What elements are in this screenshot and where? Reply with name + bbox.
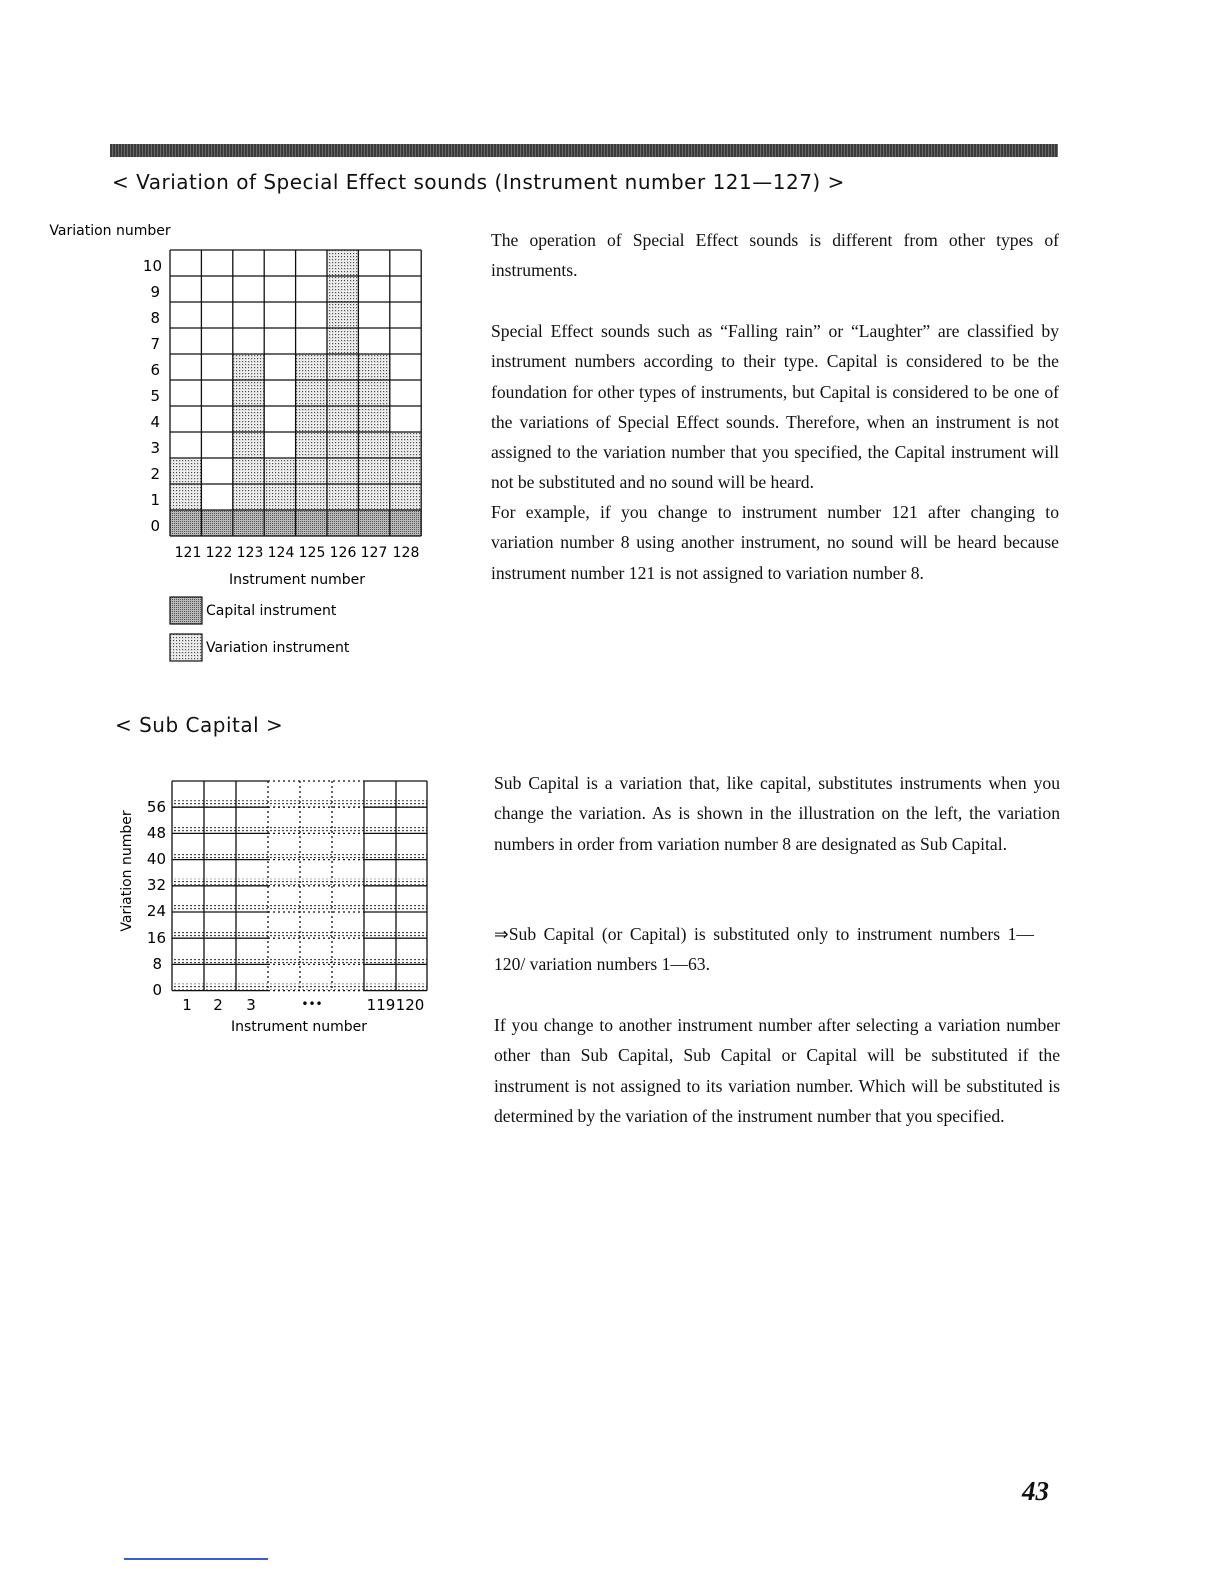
- variation-cell: [390, 432, 421, 458]
- capital-cell: [358, 510, 389, 536]
- section1-heading: < Variation of Special Effect sounds (Instrument number 121—127) >: [112, 170, 845, 194]
- y-tick: 56: [146, 798, 166, 816]
- section2-paragraph-1: Sub Capital is a variation that, like capital, substitutes instruments when you change the variation. As is shown in the illustration on the left, the variation numbers in order from variation number 8 are designated as Sub Capital.: [494, 773, 1060, 854]
- variation-cell: [264, 458, 295, 484]
- section2-paragraph-2: ⇒Sub Capital (or Capital) is substituted only to instrument numbers 1—120/ variation numbers 1—63.: [494, 924, 1034, 975]
- y-tick: 9: [150, 283, 160, 301]
- variation-cell: [358, 458, 389, 484]
- legend-capital-label: Capital instrument: [206, 603, 337, 619]
- variation-cell: [327, 328, 358, 354]
- y-tick: 48: [146, 824, 166, 842]
- section2-heading: < Sub Capital >: [115, 713, 284, 737]
- x-tick: 120: [395, 996, 425, 1014]
- capital-cell: [264, 510, 295, 536]
- footer-rule: [124, 1558, 268, 1560]
- y-tick: 8: [152, 955, 162, 973]
- y-axis-label: Variation number: [49, 223, 171, 239]
- x-tick: 119: [366, 996, 396, 1014]
- capital-cell: [233, 510, 264, 536]
- y-tick: 32: [146, 876, 166, 894]
- x-tick: 122: [205, 545, 233, 561]
- variation-cell: [358, 354, 389, 380]
- y-tick: 1: [150, 491, 160, 509]
- variation-cell: [358, 484, 389, 510]
- x-tick: 2: [213, 996, 223, 1014]
- y-tick: 4: [150, 413, 160, 431]
- variation-cell: [296, 354, 327, 380]
- legend-variation-label: Variation instrument: [206, 640, 350, 656]
- y-tick: 8: [150, 309, 160, 327]
- x-tick: •••: [301, 997, 323, 1011]
- variation-cell: [358, 406, 389, 432]
- variation-cell: [233, 484, 264, 510]
- variation-cell: [296, 432, 327, 458]
- variation-cell: [296, 380, 327, 406]
- capital-cell: [296, 510, 327, 536]
- section1-paragraph-2: Special Effect sounds such as “Falling rain” or “Laughter” are classified by instrument numbers according to their type. Capital is considered to be the foundation for other types of instruments, but Capital is considered to be one of the variations of Special Effect sounds. Therefore, when an instrument is not assigned to the variation number that you specified, the Capital instrument will not be substituted and no sound will be heard.: [491, 321, 1059, 493]
- x-tick: 124: [267, 545, 295, 561]
- variation-cell: [327, 250, 358, 276]
- x-axis-label: Instrument number: [230, 1019, 368, 1035]
- y-tick: 10: [142, 257, 162, 275]
- y-tick: 24: [146, 902, 166, 920]
- variation-cell: [390, 458, 421, 484]
- variation-cell: [327, 432, 358, 458]
- x-tick: 125: [298, 545, 326, 561]
- header-rule: [110, 144, 1058, 157]
- x-tick: 128: [392, 545, 420, 561]
- x-axis-label: Instrument number: [228, 572, 366, 588]
- capital-cell: [170, 510, 201, 536]
- variation-cell: [327, 380, 358, 406]
- y-tick: 5: [150, 387, 160, 405]
- x-tick: 123: [236, 545, 264, 561]
- x-tick: 127: [360, 545, 388, 561]
- y-tick: 2: [150, 465, 160, 483]
- section1-paragraph-1: The operation of Special Effect sounds is different from other types of instruments.: [491, 230, 1059, 281]
- variation-cell: [327, 406, 358, 432]
- y-tick: 0: [152, 981, 162, 999]
- variation-cell: [233, 458, 264, 484]
- legend-capital-swatch: [170, 597, 202, 624]
- variation-cell: [170, 458, 201, 484]
- legend-variation-swatch: [170, 634, 202, 661]
- variation-cell: [327, 276, 358, 302]
- capital-cell: [390, 510, 421, 536]
- variation-cell: [296, 406, 327, 432]
- variation-cell: [296, 458, 327, 484]
- y-tick: 7: [150, 335, 160, 353]
- variation-cell: [170, 484, 201, 510]
- y-tick: 6: [150, 361, 160, 379]
- variation-cell: [264, 484, 295, 510]
- sub-capital-chart: [110, 770, 440, 1040]
- special-effect-variation-chart: [49, 223, 440, 670]
- variation-cell: [296, 484, 327, 510]
- y-tick: 40: [146, 850, 166, 868]
- y-axis-label: Variation number: [119, 810, 135, 932]
- variation-cell: [233, 406, 264, 432]
- y-tick: 0: [150, 517, 160, 535]
- variation-cell: [358, 380, 389, 406]
- x-tick: 121: [174, 545, 202, 561]
- variation-cell: [358, 432, 389, 458]
- x-tick: 1: [182, 996, 192, 1014]
- section2-paragraph-3: If you change to another instrument number after selecting a variation number other than Sub Capital, Sub Capital or Capital will be substituted if the instrument is not assigned to its variation number. Which will be substituted is determined by the variation of the instrument number that you specified.: [494, 1015, 1060, 1126]
- capital-cell: [201, 510, 232, 536]
- x-tick: 126: [329, 545, 357, 561]
- variation-cell: [327, 354, 358, 380]
- y-tick: 3: [150, 439, 160, 457]
- x-tick: 3: [246, 996, 256, 1014]
- variation-cell: [390, 484, 421, 510]
- variation-cell: [327, 484, 358, 510]
- variation-cell: [233, 380, 264, 406]
- variation-cell: [233, 354, 264, 380]
- capital-cell: [327, 510, 358, 536]
- variation-cell: [327, 458, 358, 484]
- variation-cell: [327, 302, 358, 328]
- section1-paragraph-3: For example, if you change to instrument number 121 after changing to variation number 8 using another instrument, no sound will be heard because instrument number 121 is not assigned to variation number 8.: [491, 502, 1059, 583]
- page-number: 43: [1022, 1476, 1049, 1506]
- variation-cell: [233, 432, 264, 458]
- y-tick: 16: [146, 929, 166, 947]
